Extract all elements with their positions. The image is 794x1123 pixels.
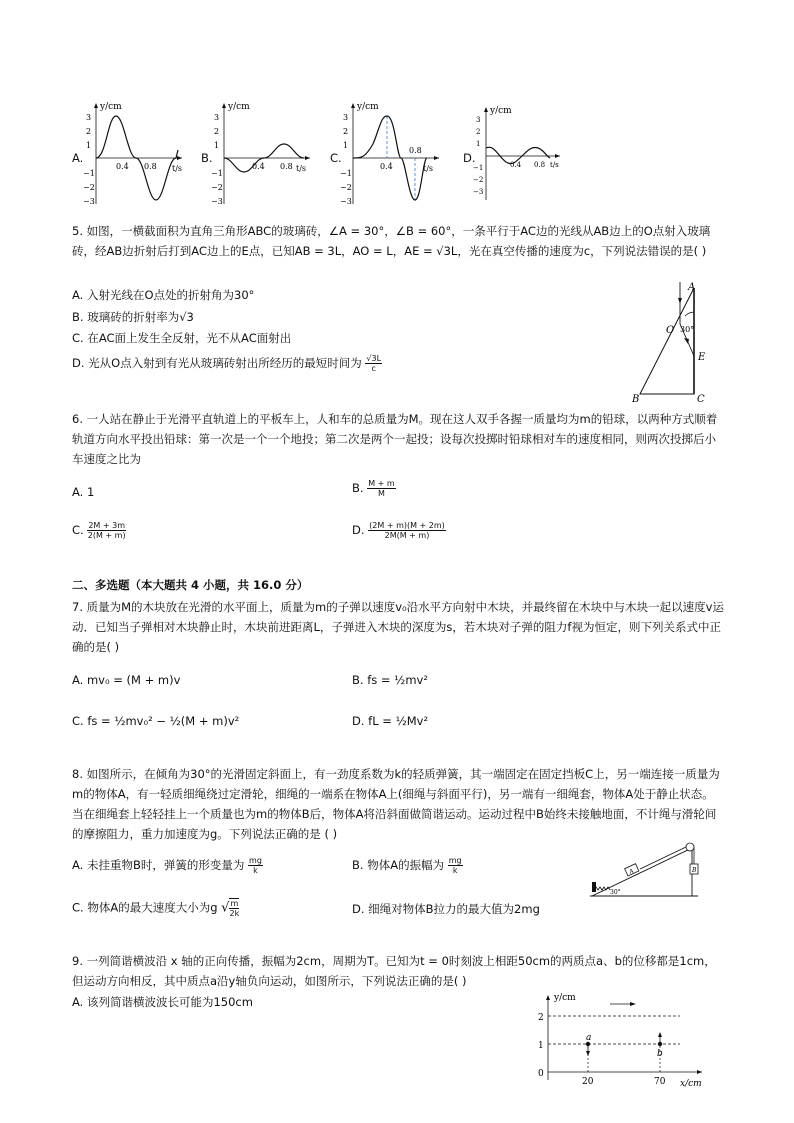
svg-text:y/cm: y/cm bbox=[554, 993, 576, 1003]
q9-stem: 9. 一列简谐横波沿 x 轴的正向传播，振幅为2cm，周期为T。已知为t = 0时刻波上相距50cm的两质点a、b的位移都是1cm，但运动方向相反，其中质点a沿y轴负向运动，如图所示，下列说法正确的是( ) bbox=[72, 954, 716, 988]
svg-text:−1: −1 bbox=[211, 169, 223, 178]
q8-incline-figure bbox=[588, 838, 704, 902]
triangle-abc bbox=[640, 288, 694, 394]
svg-text:2: 2 bbox=[214, 127, 220, 136]
svg-text:−1: −1 bbox=[83, 169, 95, 178]
svg-text:2: 2 bbox=[476, 128, 481, 136]
svg-text:1: 1 bbox=[86, 141, 92, 150]
svg-text:B: B bbox=[692, 867, 697, 874]
svg-text:1: 1 bbox=[343, 141, 349, 150]
svg-text:3: 3 bbox=[343, 113, 349, 122]
stop-plate-c bbox=[592, 882, 596, 892]
svg-text:0.8: 0.8 bbox=[280, 162, 293, 171]
q6-option-c[interactable]: C. $\frac{2M + 3m}{2(M + m)}$ bbox=[72, 521, 126, 540]
svg-text:−3: −3 bbox=[211, 197, 223, 206]
q5-triangle-figure bbox=[628, 282, 718, 404]
q8-option-a[interactable]: A. 未挂重物B时，弹簧的形变量为 $\frac{mg}{k}$ bbox=[72, 856, 262, 875]
svg-text:y/cm: y/cm bbox=[490, 106, 512, 116]
q5-option-c[interactable]: C. 在AC面上发生全反射，光不从AC面射出 bbox=[72, 331, 292, 345]
q7-option-b[interactable]: B. fs = ½mv² bbox=[352, 673, 428, 687]
q8-option-d[interactable]: D. 细绳对物体B拉力的最大值为2mg bbox=[352, 902, 540, 916]
fraction: $\frac{mg}{k}$ bbox=[249, 856, 262, 875]
q4-graph-c bbox=[340, 100, 443, 210]
svg-text:0.4: 0.4 bbox=[252, 162, 265, 171]
q8-option-c[interactable]: C. 物体A的最大速度大小为g √ $\frac{m}{2k}$ bbox=[72, 899, 240, 918]
svg-text:30°: 30° bbox=[680, 325, 695, 334]
svg-text:E: E bbox=[698, 352, 706, 363]
svg-text:−2: −2 bbox=[83, 183, 95, 192]
svg-text:−1: −1 bbox=[473, 164, 484, 172]
svg-text:t/s: t/s bbox=[172, 164, 183, 173]
q6-stem: 6. 一人站在静止于光滑平直轨道上的平板车上，人和车的总质量为M。现在这人双手各握一质量均为m的铅球，以两种方式顺着轨道方向水平投出铅球：第一次是一个一个地投；第二次是两个一起投；设每次投掷时铅球相对车的速度相同，则两次投掷后小车速度之比为 bbox=[72, 412, 718, 466]
svg-text:0: 0 bbox=[538, 1069, 544, 1079]
q5-option-d[interactable] bbox=[72, 354, 382, 373]
q5-option-a[interactable]: A. 入射光线在O点处的折射角为30° bbox=[72, 288, 255, 302]
svg-text:1: 1 bbox=[214, 141, 220, 150]
q8-option-b[interactable]: B. 物体A的振幅为 $\frac{mg}{k}$ bbox=[352, 856, 462, 875]
svg-text:b: b bbox=[657, 1049, 663, 1059]
q6-option-d[interactable]: D. $\frac{(2M + m)(M + 2m)}{2M(M + m)}$ bbox=[352, 521, 445, 540]
q9-option-a[interactable]: A. 该列简谐横波波长可能为150cm bbox=[72, 995, 253, 1009]
svg-text:3: 3 bbox=[476, 116, 481, 124]
point-b bbox=[658, 1042, 662, 1046]
fraction: $\frac{2M + 3m}{2(M + m)}$ bbox=[87, 521, 126, 540]
q7-option-a[interactable]: A. mv₀ = (M + m)v bbox=[72, 673, 181, 687]
q6-option-a[interactable]: A. 1 bbox=[72, 485, 95, 499]
q9-wave-figure bbox=[530, 990, 710, 1090]
svg-text:−3: −3 bbox=[340, 197, 352, 206]
q6-option-b[interactable]: B. $\frac{M + m}{M}$ bbox=[352, 479, 395, 498]
rope bbox=[640, 847, 686, 869]
svg-text:t/s: t/s bbox=[423, 164, 434, 173]
q4-option-b-label[interactable]: B. bbox=[201, 151, 213, 165]
tick: 3 bbox=[86, 113, 92, 122]
svg-text:1: 1 bbox=[476, 140, 481, 148]
svg-text:3: 3 bbox=[214, 113, 220, 122]
svg-text:a: a bbox=[586, 1033, 592, 1043]
svg-text:y/cm: y/cm bbox=[357, 102, 379, 112]
fraction: $\frac{√3L}{c}$ bbox=[366, 354, 382, 373]
q8-stem: 8. 如图所示，在倾角为30°的光滑固定斜面上，有一劲度系数为k的轻质弹簧，其一端固定在固定挡板C上，另一端连接一质量为m的物体A，有一轻质细绳绕过定滑轮，细绳的一端系在物体A上(细绳与斜面平行)，另一端有一细绳套，物体A处于静止状态。当在细绳套上轻轻挂上一个质量也为m的物体B后，物体A将沿斜面做简谐运动。运动过程中B始终未接触地面，不计绳与滑轮间的摩擦阻力，重力加速度为g。下列说法正确的是 ( ) bbox=[72, 767, 720, 841]
svg-text:0.4: 0.4 bbox=[510, 161, 522, 169]
fraction: $\frac{(2M + m)(M + 2m)}{2M(M + m)}$ bbox=[369, 521, 445, 540]
q5-option-b[interactable]: B. 玻璃砖的折射率为√3 bbox=[72, 310, 194, 324]
q7-option-c[interactable]: C. fs = ½mv₀² − ½(M + m)v² bbox=[72, 714, 240, 728]
svg-text:O: O bbox=[666, 325, 675, 336]
svg-text:−2: −2 bbox=[340, 183, 352, 192]
q4-graph-a bbox=[83, 100, 186, 210]
svg-text:2: 2 bbox=[86, 127, 92, 136]
fraction: $\frac{m}{2k}$ bbox=[229, 899, 240, 918]
svg-text:1: 1 bbox=[538, 1041, 544, 1051]
fraction: $\frac{M + m}{M}$ bbox=[368, 479, 395, 498]
svg-text:y/cm: y/cm bbox=[228, 102, 250, 112]
svg-text:t/s: t/s bbox=[296, 164, 307, 173]
section-multi-choice-heading: 二、多选题（本大题共 4 小题，共 16.0 分） bbox=[72, 578, 309, 592]
svg-text:x/cm: x/cm bbox=[680, 1079, 702, 1089]
svg-text:0.8: 0.8 bbox=[534, 161, 546, 169]
fraction: $\frac{mg}{k}$ bbox=[448, 856, 462, 875]
svg-text:A: A bbox=[628, 867, 636, 876]
svg-text:30°: 30° bbox=[610, 889, 621, 896]
svg-text:−3: −3 bbox=[473, 188, 484, 196]
q4-graph-d bbox=[473, 104, 566, 204]
svg-text:0.4: 0.4 bbox=[116, 162, 129, 171]
svg-text:2: 2 bbox=[343, 127, 349, 136]
q7-stem: 7. 质量为M的木块放在光滑的水平面上，质量为m的子弹以速度v₀沿水平方向射中木块，并最终留在木块中与木块一起以速度v运动．已知当子弹相对木块静止时，木块前进距离L，子弹进入木块的深度为s，若木块对子弹的阻力f视为恒定，则下列关系式中正确的是( ) bbox=[72, 600, 724, 654]
svg-text:−2: −2 bbox=[211, 183, 223, 192]
svg-text:C: C bbox=[697, 394, 705, 405]
svg-text:70: 70 bbox=[654, 1077, 666, 1087]
svg-text:2: 2 bbox=[538, 1013, 544, 1023]
q4-option-a-label[interactable]: A. bbox=[72, 151, 84, 165]
svg-text:−3: −3 bbox=[83, 197, 95, 206]
svg-text:0.8: 0.8 bbox=[409, 146, 422, 155]
svg-text:0.4: 0.4 bbox=[380, 162, 393, 171]
svg-text:−1: −1 bbox=[340, 169, 352, 178]
q5-stem: 5. 如图，一横截面积为直角三角形ABC的玻璃砖，∠A = 30°，∠B = 60°，一条平行于AC边的光线从AB边上的O点射入玻璃砖，经AB边折射后打到AC边上的E点，已知AB = 3L，AO = L，AE = √3L，光在真空传播的速度为c，下列说法错误的是( ) bbox=[72, 224, 711, 258]
q5-option-d-text: D. 光从O点入射到有光从玻璃砖射出所经历的最短时间为 bbox=[72, 356, 362, 370]
q7-option-d[interactable]: D. fL = ½Mv² bbox=[352, 714, 429, 728]
svg-text:t/s: t/s bbox=[550, 161, 559, 169]
pulley bbox=[686, 843, 694, 851]
q4-option-d-label[interactable]: D. bbox=[463, 151, 476, 165]
q4-graph-b bbox=[211, 100, 314, 210]
svg-text:0.8: 0.8 bbox=[144, 162, 157, 171]
svg-text:−2: −2 bbox=[473, 176, 484, 184]
svg-text:B: B bbox=[632, 394, 640, 405]
y-label: y/cm bbox=[100, 102, 122, 112]
svg-text:A: A bbox=[688, 282, 696, 293]
q4-option-c-label[interactable]: C. bbox=[330, 151, 342, 165]
svg-text:20: 20 bbox=[582, 1077, 594, 1087]
